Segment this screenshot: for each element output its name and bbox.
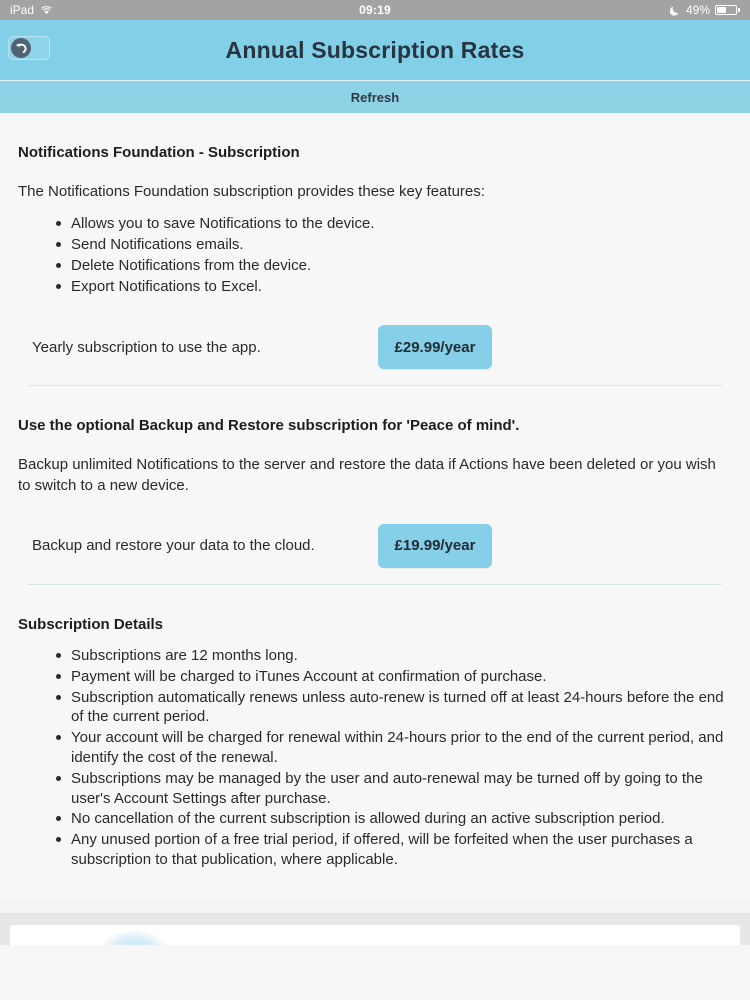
navigation-bar [0, 20, 750, 80]
backup-intro-text: Backup unlimited Notifications to the server and restore the data if Actions have been deleted or you wish to switch to a new device. [18, 456, 716, 494]
list-item: Export Notifications to Excel. [56, 277, 732, 297]
list-item: Your account will be charged for renewal within 24-hours prior to the end of the current period, and identify the cost of the renewal. [56, 728, 732, 768]
refresh-button[interactable] [0, 80, 750, 113]
status-bar-clock: 09:19 [359, 3, 391, 17]
list-item: Payment will be charged to iTunes Account at confirmation of purchase. [56, 667, 732, 687]
back-arrow-icon [11, 38, 31, 58]
battery-icon [715, 5, 740, 15]
back-button[interactable] [8, 36, 50, 60]
refresh-button-label: Refresh [350, 89, 400, 105]
list-item: Any unused portion of a free trial period, if offered, will be forfeited when the user purchases a subscription to that publication, where applicable. [56, 830, 732, 870]
page-title: Annual Subscription Rates [225, 36, 525, 63]
foundation-section-heading: Notifications Foundation - Subscription [18, 144, 300, 161]
foundation-feature-list [18, 202, 732, 296]
list-item: Subscriptions are 12 months long. [56, 646, 732, 666]
bottom-card [10, 925, 740, 945]
foundation-purchase-button[interactable]: £29.99/year [378, 325, 492, 369]
status-bar-right [670, 3, 740, 17]
details-section-heading: Subscription Details [18, 615, 164, 633]
backup-price-row [18, 496, 732, 568]
moon-icon [670, 5, 681, 16]
subscription-details-list [18, 634, 732, 870]
list-item: Subscriptions may be managed by the user and auto-renewal may be turned off by going to the user's Account Settings after purchase. [56, 769, 732, 809]
content-bottom-gap [0, 899, 750, 913]
list-item: Delete Notifications from the device. [56, 256, 732, 276]
bottom-panel [0, 913, 750, 945]
backup-price-description: Backup and restore your data to the cloud. [32, 537, 315, 555]
foundation-price-row [18, 297, 732, 369]
backup-section-heading: Use the optional Backup and Restore subscription for 'Peace of mind'. [18, 417, 520, 435]
device-name-label: iPad [10, 3, 35, 17]
main-content [0, 113, 750, 945]
cloud-graphic-icon [94, 931, 174, 945]
ios-status-bar [0, 0, 750, 20]
backup-purchase-button[interactable]: £19.99/year [378, 524, 492, 568]
foundation-intro-text: The Notifications Foundation subscription provides these key features: [18, 183, 485, 200]
battery-percent-label: 49% [685, 3, 710, 17]
list-item: Subscription automatically renews unless auto-renew is turned off at least 24-hours before the end of the current period. [56, 688, 732, 728]
list-item: Send Notifications emails. [56, 235, 732, 255]
list-item: Allows you to save Notifications to the device. [56, 214, 732, 234]
foundation-price-description: Yearly subscription to use the app. [32, 338, 261, 356]
list-item: No cancellation of the current subscription is allowed during an active subscription period. [56, 809, 732, 829]
